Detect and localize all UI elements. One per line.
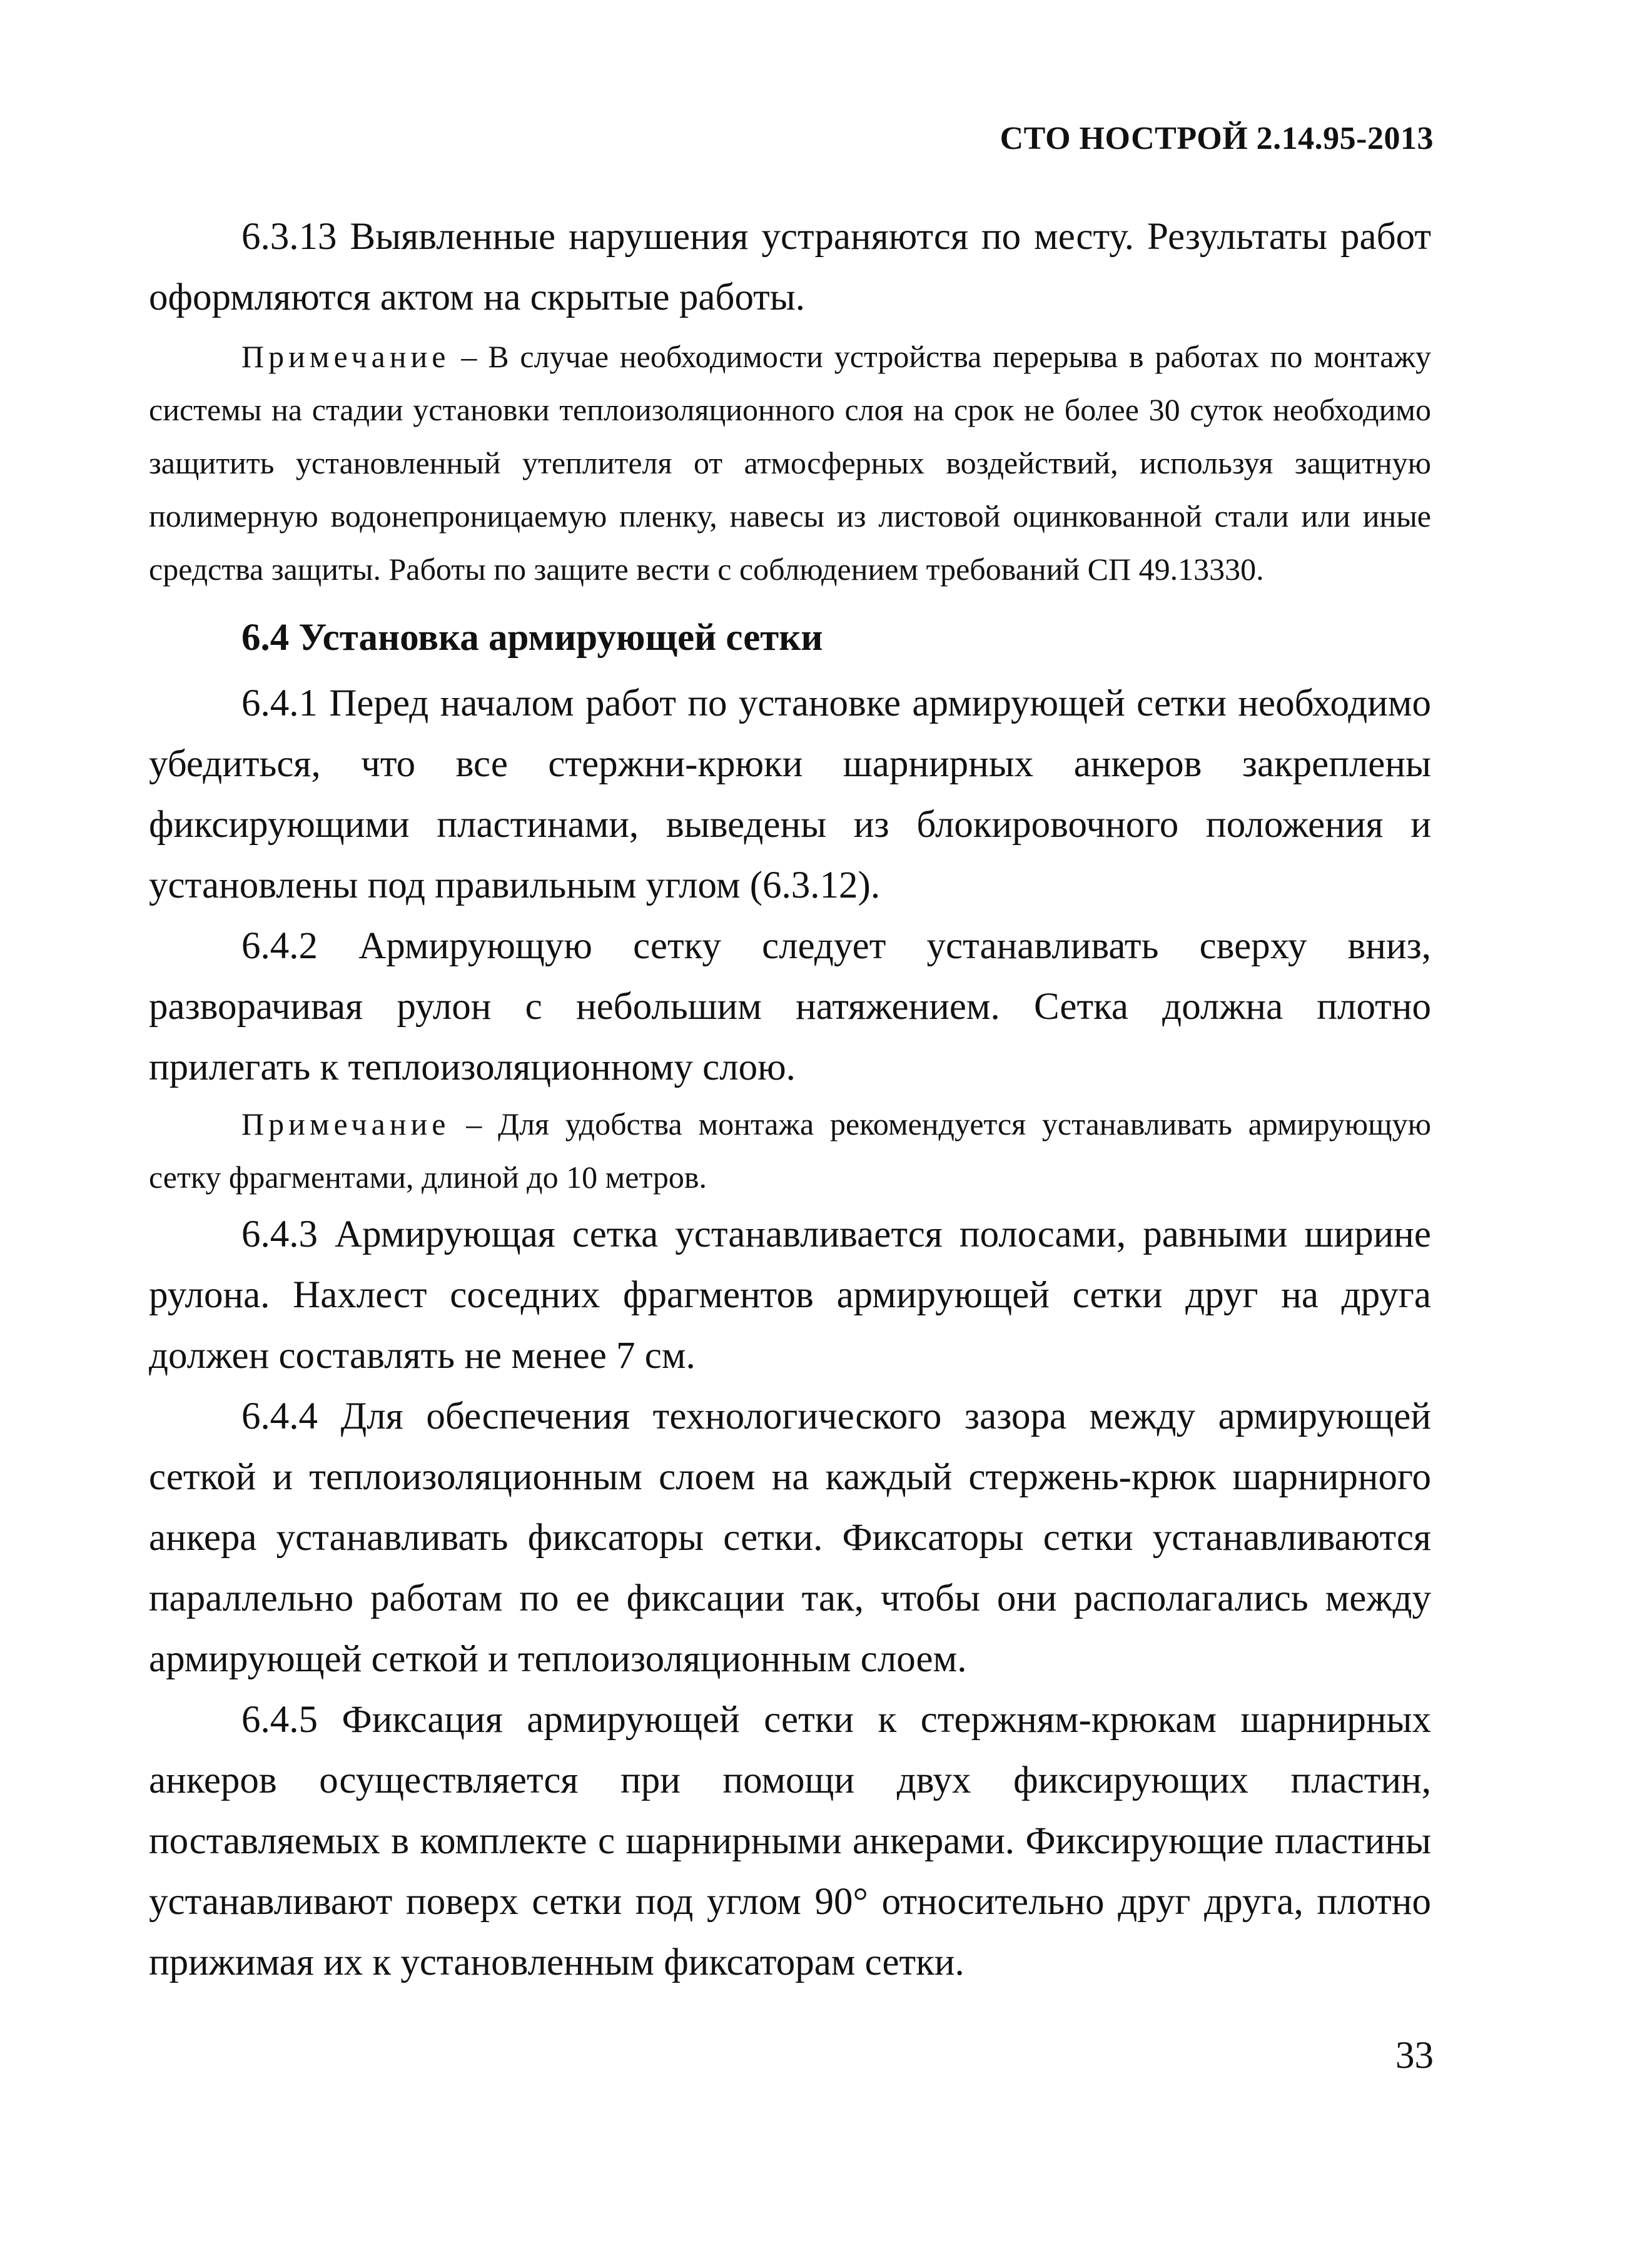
paragraph-6-4-4: 6.4.4 Для обеспечения технологического зазора между армирующей сеткой и теплоизоляционным слоем на каждый стержень-крюк шарнирного анкера устанавливать фиксаторы сетки. Фиксаторы сетки устанавливаются параллельно работам по ее фиксации так, чтобы они располагались между армирующей сеткой и теплоизоляционным слоем. [149,1395,1431,1680]
page-body [149,206,1431,1993]
paragraph-6-4-1: 6.4.1 Перед началом работ по установке армирующей сетки необходимо убедиться, что все стержни-крюки шарнирных анкеров закреплены фиксирующими пластинами, выведены из блокировочного положения и установлены под правильным углом (6.3.12). [149,682,1431,906]
section-heading-6-4: 6.4 Установка армирующей сетки [241,617,823,659]
document-code-header: СТО НОСТРОЙ 2.14.95-2013 [1000,121,1434,156]
note-text: – Для удобства монтажа рекомендуется устанавливать армирующую сетку фрагментами, длиной до 10 метров. [149,1106,1431,1195]
paragraph-6-4-5: 6.4.5 Фиксация армирующей сетки к стержням-крюкам шарнирных анкеров осуществляется при помощи двух фиксирующих пластин, поставляемых в комплекте с шарнирными анкерами. Фиксирующие пластины устанавливают поверх сетки под углом 90° относительно друг друга, плотно прижимая их к установленным фиксаторам сетки. [149,1699,1431,1983]
note-label: Примечание [241,339,450,374]
page-number: 33 [1395,2035,1434,2077]
paragraph-6-4-3: 6.4.3 Армирующая сетка устанавливается полосами, равными ширине рулона. Нахлест соседних фрагментов армирующей сетки друг на друга должен составлять не менее 7 см. [149,1213,1431,1377]
note-label: Примечание [241,1106,450,1142]
paragraph-6-4-2: 6.4.2 Армирующую сетку следует устанавливать сверху вниз, разворачивая рулон с небольшим натяжением. Сетка должна плотно прилегать к теплоизоляционному слою. [149,925,1431,1088]
note-text: – В случае необходимости устройства перерыва в работах по монтажу системы на стадии установки теплоизоляционного слоя на срок не более 30 суток необходимо защитить установленный утеплителя от атмосферных воздействий, используя защитную полимерную водонепроницаемую пленку, навесы из листовой оцинкованной стали или иные средства защиты. Работы по защите вести с соблюдением требований СП 49.13330. [149,339,1431,587]
paragraph-6-3-13: 6.3.13 Выявленные нарушения устраняются по месту. Результаты работ оформляются актом на скрытые работы. [149,216,1431,318]
note-paragraph-1 [149,330,1431,596]
note-paragraph-2 [149,1098,1431,1204]
